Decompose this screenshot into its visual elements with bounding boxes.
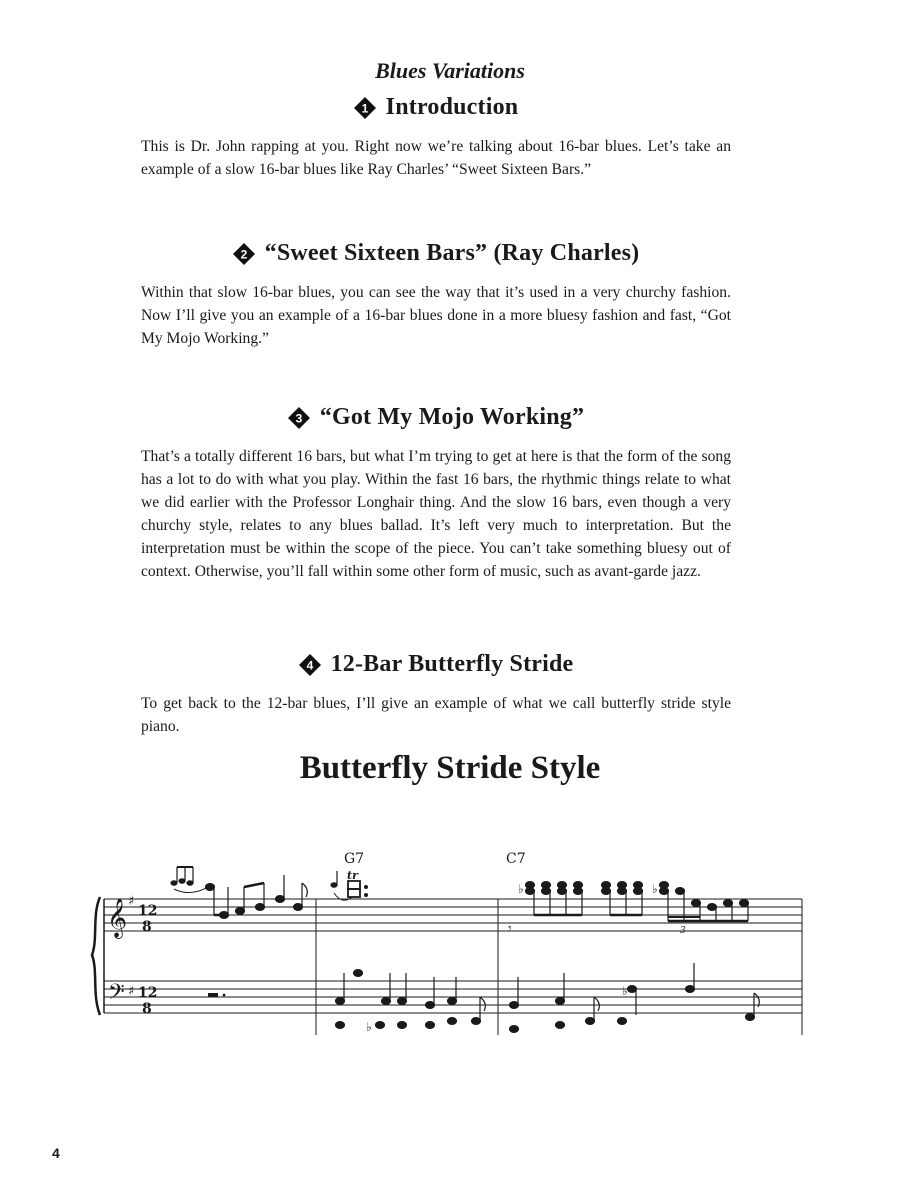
chord-symbol: G7 [344,851,365,867]
badge-number: 1 [361,101,369,115]
triplet-mark: 3 [680,926,686,936]
svg-text:♭: ♭ [518,882,524,896]
number-badge-icon [299,654,321,676]
half-rest-icon [208,993,218,997]
number-badge-icon [288,407,310,429]
section-heading [141,651,731,678]
time-signature-bottom: 8 [142,919,152,935]
badge-number: 2 [240,247,248,261]
badge-number: 4 [306,658,314,672]
section-got-my-mojo-working [141,404,731,583]
bass-clef-icon: 𝄢 [108,980,125,1010]
section-sweet-sixteen-bars [141,240,731,350]
section-body: Within that slow 16-bar blues, you can see the way that it’s used in a very churchy fashion. Now I’ll give you an example of a 16-bar blues done in a more bluesy fashion and fast, “Got My Mojo Working.” [141,284,731,347]
number-badge-icon [233,243,255,265]
svg-text:𝄾: 𝄾 [508,921,512,937]
section-body: That’s a totally different 16 bars, but what I’m trying to get at here is that the form of the song has a lot to do with what you play. Within the fast 16 bars, the rhythmic things relate to what we did earlier with the Professor Longhair thing. And the slow 16 bars, even though a very churchy style, relates to any blues ballad. It’s left very much to interpretation. But the interpretation must be within the scope of the piece. You can’t take something bluesy out of context. Otherwise, you’ll fall within some other form of music, such as avant-garde jazz. [141,448,731,580]
chord-symbol: C7 [506,851,526,867]
section-heading-text: 12-Bar Butterfly Stride [330,651,574,677]
section-body: To get back to the 12-bar blues, I’ll give an example of what we call butterfly stride style piano. [141,695,731,735]
section-heading-text: Introduction [385,94,519,120]
svg-text:♭: ♭ [366,1020,372,1034]
svg-text:♭: ♭ [652,882,658,896]
running-title: Blues Variations [375,58,525,83]
section-heading [141,94,731,121]
section-heading-text: “Got My Mojo Working” [319,404,585,430]
svg-text:♭: ♭ [622,984,628,998]
time-signature-top: 12 [138,985,158,1001]
sharp-icon: ♯ [128,894,135,909]
trill-mark: tr [347,869,358,882]
section-heading-text: “Sweet Sixteen Bars” (Ray Charles) [264,240,640,266]
number-badge-icon [354,97,376,119]
section-introduction [141,94,731,181]
treble-clef-icon: 𝄞 [107,898,128,938]
page-number: 4 [52,1145,60,1161]
section-butterfly-stride [141,651,731,738]
section-body: This is Dr. John rapping at you. Right now we’re talking about 16-bar blues. Let’s take an example of a slow 16-bar blues like Ray Charles’ “Sweet Sixteen Bars.” [141,138,731,178]
score-title: Butterfly Stride Style [299,750,601,786]
section-heading [141,404,731,431]
music-score [90,835,810,1045]
sharp-icon: ♯ [128,984,135,999]
badge-number: 3 [295,411,303,425]
time-signature-bottom: 8 [142,1001,152,1017]
section-heading [141,240,731,267]
time-signature-top: 12 [138,903,158,919]
